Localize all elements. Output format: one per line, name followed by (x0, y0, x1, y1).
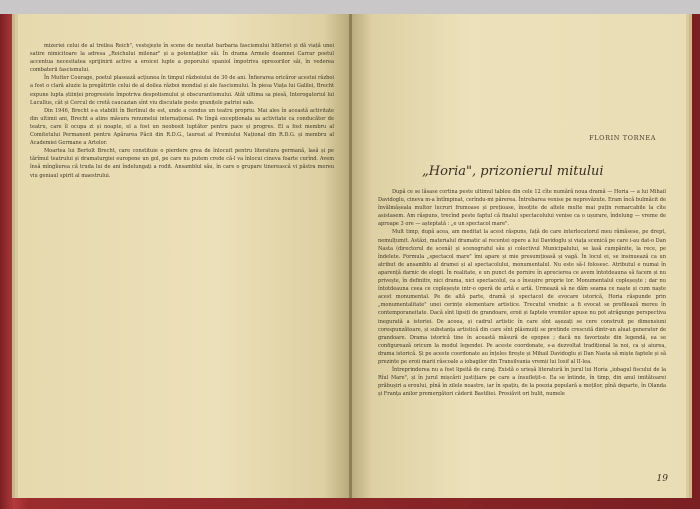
right-paragraph: Mult timp, după acea, am meditat la acest răspuns, față de care interlocutorul meu rămăsese, pe drept, nemulțumit. Astăzi, materialul dramatic al recentei opere a lui Davidoglu și viața scenică pe care i-au dat-o Dan Nasta (directorul de scenă) și scenograful său și colectivul Municipalului, se lasă cumpănite, la rece, pe îndelete. Formula „spectacol mare" îmi apare și mie presumțioasă și vagă. În locul ei, se insinuează ca un atribut de ansamblu al dramei și al spectacolului, monumentalul. Nu este să-l folosesc. Atributul e numai în aparență darnic de elogii. În realitate, e un punct de pornire în aprecierea ce avem întotdeauna să facem și nu privește, în definitiv, nici drama, nici spectacolul, ca o însușire proprie lor. Monumentalul copleșește ; dar nu întotdeauna ceea ce copleșește intr-o operă de artă e artă. Urmează să ne dăm seama ce naște și cum naște acest monumental. Pe de altă parte, dramă și spectacol de evocare istorică, Horia răspunde prin „monumentalitate" unei cerințe elementare artistice. Trecutul vrednic a fi evocat se profilează mereu în contemporaneitate. Dacă sînt lipsiți de grandoare, eroii și faptele vremilor apuse nu pot atrăgunge perspectiva inegurată a istoriei. De aceea, și cadrul artistic în care sînt așezați se cere construit pe dimensiuni corespunzătoare, și substanța artistică din care sînt plăsmuiți se pretinde crescută dintr-un aluat generator de grandoare. Drama istorică tine în această măsură de epopee ; dacă nu favorizate din legendă, ea se configurează oricum la modul legendei. Pe aceste coordonate, s-a dezvoltat tradițional la noi, ca și aiurea, drama istorică. Și pe aceste coordonate au înțeles firește și Mihail Davidoglu și Dan Nasta să miște faptele și să prezinte pe eroii marii răscoale a iobagilor din Transilvania vremii lui Iosif al II-lea. (378, 229, 666, 365)
right-page (352, 14, 686, 498)
left-paragraph: Moartea lui Bertolt Brecht, care constituie o pierdere grea de înlocuit pentru literatura germană, lasă și pe tărîmul teatrului și dramaturgiei europene un gol, pe care nu putem crede că-l va înlocui cineva foarte curînd. Avem însă mîngîierea că truda lui de ani îndelungați a rodit. Ansamblul său, în care o grupare tinerească vi păstra mereu viu geniaul spirit al maestrului. (30, 148, 334, 179)
left-paragraph: Din 1946, Brecht s-a stabilit în Berlinul de est, unde a condus un teatru propriu. Mai ales în această activitate din ultimii ani, Brecht a atins măsura renumelui internațional. Pe lîngă excepționala sa activitate ca conducător de teatru, care îl ocupa zi și noapte, el a fost un neobosit luptător pentru pace și progres. El a fost membru al Comitetului Permanent pentru Apărarea Păcii din R.D.G., laureat al Premiului Național din R.D.G. și membru al Academiei Germane a Artelor. (30, 107, 334, 147)
left-paragraph: mizeriei celui de al treilea Reich", vestejește în scene de neuitat barbaria fascismului hitlerist și dă viață unei satire nimicitoare la adresa „Reichului milenar" și a potentaților săi. În drama Armele doamnei Carrar poetul accentua necesitatea sprijinirii active a eroicei lupte a poporului spaniol împotriva opresorilor săi, în vederea combaterii fascismului. (30, 43, 334, 74)
left-page (18, 14, 350, 498)
right-paragraph: Întreprinderea nu a fost lipsită de curaj. Există o urieșă literatură în jurul lui Horia „iobagul fiscului de la Rîul Mare", și în jurul mișcării justițiare pe care a însuflețit-o. Ea se întinde, în timp, din anul imitătoarei prăbușiri a eroului, pînă în zilele noastre, iar în spațiu, de la poezia populară a moților, pînă departe, în Olanda și Franța anilor premergători căderii Bastiliei. Prosiăvit ori hulit, numele (378, 367, 666, 398)
page-number: 19 (656, 474, 668, 484)
article-author: FLORIN TORNEA (589, 134, 656, 142)
left-paragraph: În Mutter Courage, poetul plasează acțiunea în timpul războiului de 30 de ani. Înfierarea oricăror acestui război a fost o clară aluzie la pregătirile celui de al doilea război mondial și ale fascismului. În piesa Viața lui Galilei, Brecht expune lupta științei progresiste împotriva despotismului și obscurantismului. Atât ultima sa piesă, Interogatoriul lui Lucullus, cât și Cercul de cretă caucazian sînt viu discutate peste granițele patriei sale. (30, 75, 334, 106)
left-page-text (30, 42, 334, 180)
right-paragraph: După ce se lăsase cortina peste ultimul tablou din cele 12 cîte numără noua dramă — Horia — a lui Mihail Davidoglu, cineva m-a întîmpinat, cerîndu-mi părerea. Întrebarea venise pe neprevăzute. Eram încă bulmăcit de învălmășeala multor lucruri frumoase și prețioase, însoțite de altele multe mai puțin remarcabile la cîte asistasem. Am răspuns, trecînd peste faptul că finalul spectacolului venise ca o ușurare, îndelung — vreme de aproape 3 ore — așteptată : „e un spectacol mare". (378, 189, 666, 228)
book-top-edge (0, 0, 700, 14)
right-page-text (378, 188, 666, 398)
article-title: „Horia", prizonierul mitului (422, 164, 604, 179)
